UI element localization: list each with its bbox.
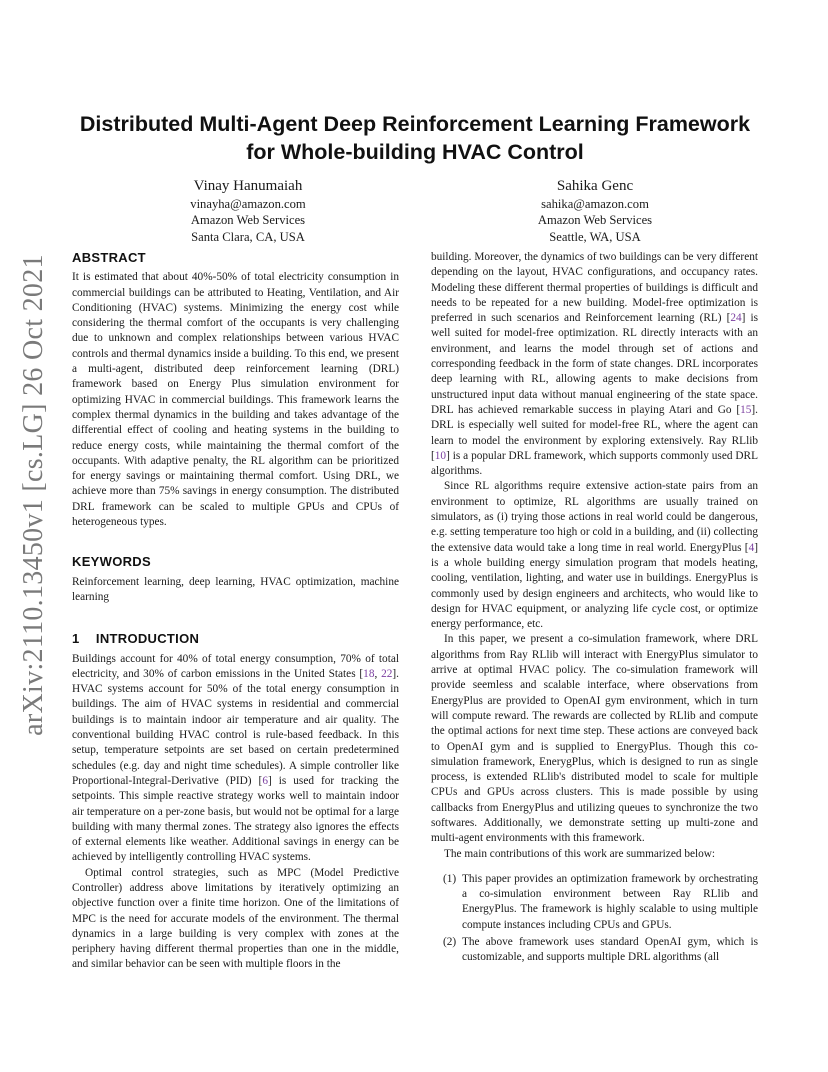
text-run: , [374, 667, 382, 680]
keywords-heading: KEYWORDS [72, 554, 151, 570]
citation-link[interactable]: 15 [740, 403, 752, 416]
text-run: ]. HVAC systems account for 50% of the total energy consumption in buildings. The aim of HVAC systems in residential and commercial buildings is to maintain indoor air temperature and air quality. The conventional building HVAC control is rule-based feedback. In this setup, temperature setpoints are set based on certain predetermined schedules (e.g. day and night time schedules). A simple controller like Proportional-Integral-Derivative (PID) [ [72, 667, 399, 787]
author-org: Amazon Web Services [537, 213, 653, 228]
author-email: vinayha@amazon.com [190, 197, 306, 211]
intro-paragraph-3 [431, 250, 758, 479]
text-run: ] is well suited for model-free optimization. RL directly interacts with an environment, and learns the model through set of actions and corresponding feedback in the form of state changes. DRL incorporates deep learning with RL, allowing agents to make decisions from unstructured input data without manual engineering of the state space. DRL has achieved remarkable success in playing Atari and Go [ [431, 312, 758, 416]
citation-link[interactable]: 18 [363, 667, 375, 680]
citation-link[interactable]: 22 [381, 667, 393, 680]
intro-paragraph-4 [431, 479, 758, 632]
abstract-text: It is estimated that about 40%-50% of total electricity consumption in commercial buildings can be attributed to Heating, Ventilation, and Air Conditioning (HVAC) systems. Minimizing the energy cost while considering the thermal comfort of the occupants is very challenging due to unknown and complex relationships between various HVAC controls and thermal dynamics inside a building. To this end, we present a multi-agent, distributed deep reinforcement learning (DRL) framework based on Energy Plus simulation environment for optimizing HVAC in commercial buildings. This framework learns the complex thermal dynamics in the building and takes advantage of the differential effect of cooling and heating systems in the building to reduce energy costs, while maintaining the thermal comfort of the occupants. With adaptive penalty, the RL algorithm can be prioritized for energy savings or maintaining thermal comfort. Using DRL, we achieve more than 75% savings in energy consumption. The distributed DRL framework can be scaled to multiple GPUs and CPUs of heterogeneous types. [72, 271, 399, 529]
abstract-heading: ABSTRACT [72, 250, 146, 265]
citation-link[interactable]: 24 [730, 312, 742, 325]
paper-title: Distributed Multi-Agent Deep Reinforcement Learning Framework for Whole-building HVAC Control [79, 112, 751, 164]
text-run: ] is a whole building energy simulation program that models heating, cooling, ventilation, lighting, and water use in buildings. EnergyPlus is commonly used by design engineers and architects, who would like to design for HVAC equipment, or analyzing life cycle cost, or optimize energy performance, etc. [431, 541, 758, 631]
author-block-1 [128, 176, 368, 245]
citation-link[interactable]: 10 [434, 449, 447, 462]
intro-paragraph-2: Optimal control strategies, such as MPC (Model Predictive Controller) address above limitations by iteratively optimizing an objective function over a finite time horizon. One of the limitations of MPC is the need for accurate models of the environment. The thermal dynamics in a large building is very complex with zones at the periphery having different thermal properties than one in the middle, and similar behavior can be seen with multiple floors in the [72, 866, 399, 971]
author-org: Amazon Web Services [190, 213, 306, 228]
text-run: ] is used for tracking the setpoints. This simple reactive strategy works well to maintain indoor air temperature on a per-zone basis, but would not be optimal for a large building with many thermal zones. The strategy also ignores the effects of external elements like weather. Additional savings in energy can be achieved by intelligently controlling HVAC systems. [72, 774, 399, 864]
list-item-label: (2) [443, 936, 457, 949]
list-item-text: This paper provides an optimization framework by orchestrating a co-simulation environment between Ray RLlib and EnergyPlus. The framework is highly scalable to using multiple compute instances including CPUs and GPUs. [462, 872, 758, 931]
author-name: Vinay Hanumaiah [193, 178, 303, 194]
section-title: INTRODUCTION [95, 631, 200, 647]
author-location: Santa Clara, CA, USA [191, 229, 305, 244]
text-run: Since RL algorithms require extensive action-state pairs from an environment to optimize, RL algorithms are usually trained on simulators, as (i) trying those actions in real world could be dangerous, e.g. setting temperature too high or cold in a building, and (ii) collecting the extensive data would take a long time in real world. EnergyPlus [ [431, 480, 758, 554]
author-block-2 [475, 176, 715, 245]
intro-paragraph-6: The main contributions of this work are summarized below: [444, 847, 716, 860]
keywords-text: Reinforcement learning, deep learning, HVAC optimization, machine learning [72, 575, 399, 603]
author-email: sahika@amazon.com [541, 197, 649, 211]
citation-link[interactable]: 6 [262, 774, 268, 787]
intro-heading [72, 631, 399, 646]
contributions-list [431, 872, 758, 966]
arxiv-stamp [14, 254, 54, 736]
list-item [431, 872, 758, 933]
left-column [72, 250, 399, 973]
intro-paragraph-1 [72, 652, 399, 866]
section-number: 1 [72, 631, 80, 647]
author-location: Seattle, WA, USA [549, 229, 641, 244]
text-run: ]. DRL is especially well suited for model-free RL, where the agent can learn to model the environment by exploring extensively. Ray RLlib [ [431, 403, 758, 462]
intro-paragraph-5: In this paper, we present a co-simulation framework, where DRL algorithms from Ray RLlib will interact with EnergyPlus simulator to arrive at optimal HVAC policy. The co-simulation framework will provide seemless and scalable interface, where observations from EnergyPlus are provided to OpenAI gym environment, which in turn will compute reward. The rewards are collected by RLlib and compute the optimal actions for next time step. These actions are conveyed back to OpenAI gym and is supplied to EnergyPlus. Though this co-simulation framework, EnerygPlus, which is designed to run as single process, is extended RLlib's distributed model to scale for multiple CPUs and GPUs across clusters. This is made possible by using callbacks from EnergyPlus and utilizing queues to synchronize the two softwares. Additionally, we demonstrate setting up multi-zone and multi-agent environments with this framework. [431, 633, 758, 845]
text-run: Buildings account for 40% of total energy consumption, 70% of total electricity, and 30% of carbon emissions in the United States [ [72, 652, 399, 680]
text-run: ] is a popular DRL framework, which supports commonly used DRL algorithms. [431, 449, 758, 478]
list-item-label: (1) [443, 872, 457, 885]
author-name: Sahika Genc [556, 178, 634, 194]
arxiv-stamp-text: arXiv:2110.13450v1 [cs.LG] 26 Oct 2021 [18, 254, 49, 736]
citation-link[interactable]: 4 [748, 541, 755, 554]
list-item-text: The above framework uses standard OpenAI gym, which is customizable, and supports multiple DRL algorithms (all [462, 936, 758, 964]
list-item [431, 935, 758, 966]
text-run: building. Moreover, the dynamics of two buildings can be very different depending on the layout, HVAC configurations, and occupancy rates. Modeling these different thermal properties of buildings is difficult and needs to be repeated for a new building. Model-free optimization is preferred in such scenarios and Reinforcement learning (RL) [ [431, 251, 758, 325]
right-column [431, 250, 758, 968]
